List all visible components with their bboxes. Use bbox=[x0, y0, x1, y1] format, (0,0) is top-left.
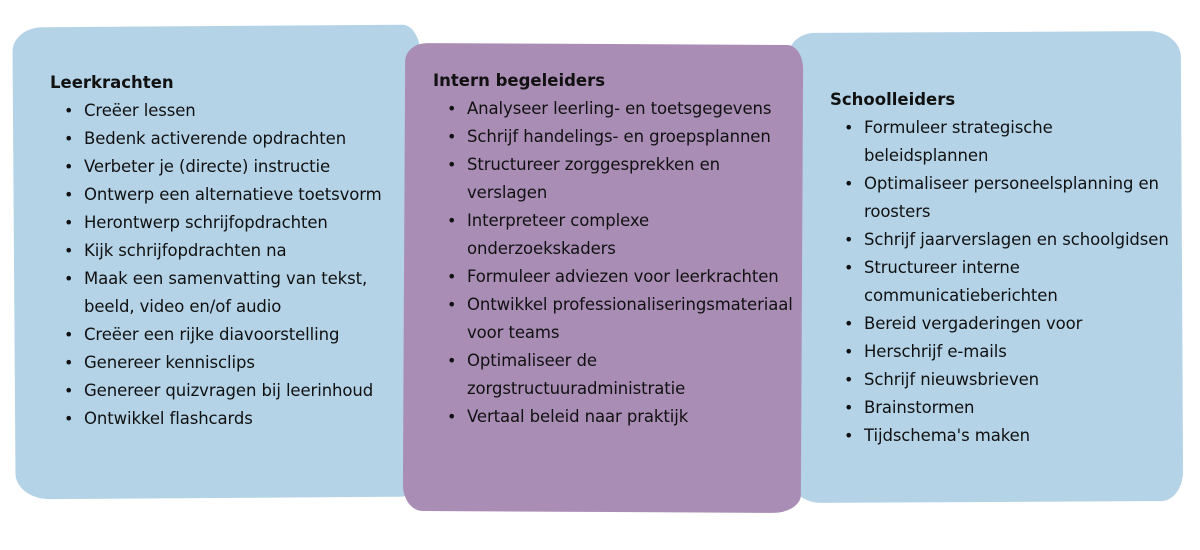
schoolleiders-column bbox=[830, 89, 1180, 450]
list-item: • Analyseer leerling- en toetsgegevens bbox=[467, 95, 793, 123]
list-item: • Structureer zorggesprekken en verslagen bbox=[467, 151, 793, 207]
list-item: • Schrijf handelings- en groepsplannen bbox=[467, 123, 793, 151]
list-item: • Ontwerp een alternatieve toetsvorm bbox=[84, 181, 410, 209]
list-item: • Kijk schrijfopdrachten na bbox=[84, 237, 410, 265]
list-item: • Herschrijf e-mails bbox=[864, 338, 1180, 366]
list-item: • Verbeter je (directe) instructie bbox=[84, 153, 410, 181]
schoolleiders-list bbox=[830, 114, 1180, 450]
list-item: • Tijdschema's maken bbox=[864, 422, 1180, 450]
list-item: • Bereid vergaderingen voor bbox=[864, 310, 1180, 338]
list-item: • Schrijf jaarverslagen en schoolgidsen bbox=[864, 226, 1180, 254]
list-item: • Creëer lessen bbox=[84, 97, 410, 125]
schoolleiders-title: Schoolleiders bbox=[830, 90, 956, 109]
list-item: • Formuleer adviezen voor leerkrachten bbox=[467, 263, 793, 291]
list-item: • Ontwikkel professionaliseringsmateriaal voor teams bbox=[467, 291, 793, 347]
list-item: • Structureer interne communicatieberichten bbox=[864, 254, 1180, 310]
list-item: • Ontwikkel flashcards bbox=[84, 405, 410, 433]
list-item: • Creëer een rijke diavoorstelling bbox=[84, 321, 410, 349]
list-item: • Vertaal beleid naar praktijk bbox=[467, 403, 793, 431]
leerkrachten-list bbox=[50, 97, 410, 433]
list-item: • Schrijf nieuwsbrieven bbox=[864, 366, 1180, 394]
leerkrachten-column bbox=[50, 72, 410, 433]
intern-begeleiders-column bbox=[433, 70, 793, 431]
list-item: • Maak een samenvatting van tekst, beeld, video en/of audio bbox=[84, 265, 410, 321]
list-item: • Genereer kennisclips bbox=[84, 349, 410, 377]
list-item: • Brainstormen bbox=[864, 394, 1180, 422]
list-item: • Optimaliseer de zorgstructuuradministratie bbox=[467, 347, 793, 403]
leerkrachten-title: Leerkrachten bbox=[50, 73, 174, 92]
list-item: • Optimaliseer personeelsplanning en roosters bbox=[864, 170, 1180, 226]
list-item: • Formuleer strategische beleidsplannen bbox=[864, 114, 1180, 170]
intern-begeleiders-list bbox=[433, 95, 793, 431]
list-item: • Herontwerp schrijfopdrachten bbox=[84, 209, 410, 237]
intern-begeleiders-title: Intern begeleiders bbox=[433, 71, 606, 90]
list-item: • Bedenk activerende opdrachten bbox=[84, 125, 410, 153]
list-item: • Genereer quizvragen bij leerinhoud bbox=[84, 377, 410, 405]
list-item: • Interpreteer complexe onderzoekskaders bbox=[467, 207, 793, 263]
